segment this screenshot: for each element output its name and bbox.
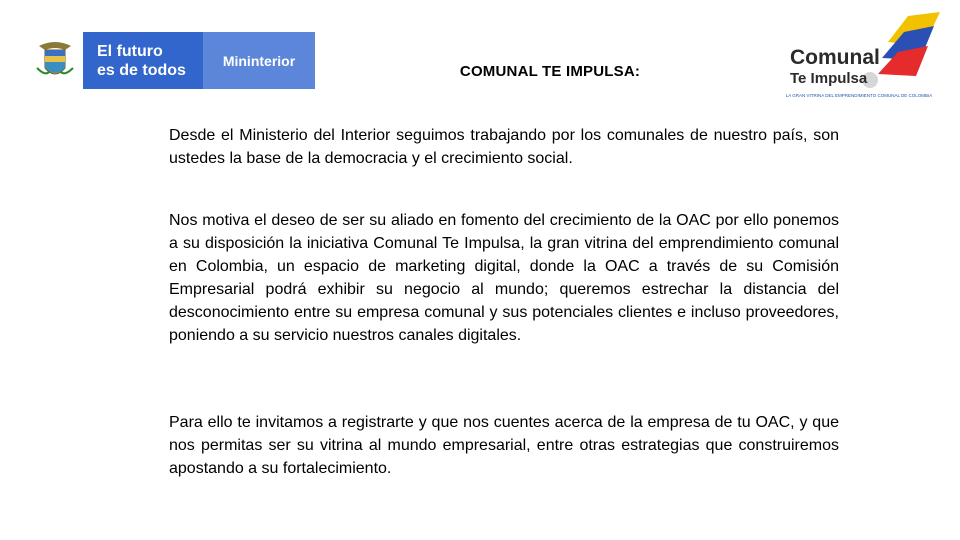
paragraph-invitation: Para ello te invitamos a registrarte y que nos cuentes acerca de la empresa de tu OAC, y que nos permitas ser su vitrina al mundo empresarial, entre otras estrategias que construiremos apostando a su fortalecimiento. [169,414,839,477]
paragraph-intro: Desde el Ministerio del Interior seguimos trabajando por los comunales de nuestro país, son ustedes la base de la democracia y el crecimiento social. [169,127,839,167]
government-slogan [83,32,203,89]
paragraph-initiative: Nos motiva el deseo de ser su aliado en fomento del crecimiento de la OAC por ello ponemos a su disposición la iniciativa Comunal Te Impulsa, la gran vitrina del emprendimiento comunal en Colombia, un espacio de marketing digital, donde la OAC a través de su Comisión Empresarial podrá exhibir su negocio al mundo; queremos estrechar la distancia del desconocimiento entre su empresa comunal y sus potenciales clientes e incluso proveedores, poniendo a su servicio nuestros canales digitales. [169,212,839,344]
logo-word-te-impulsa: Te Impulsa [790,70,868,87]
logo-tagline: LA GRAN VITRINA DEL EMPRENDIMIENTO COMUNAL DE COLOMBIA [785,93,933,98]
slogan-line-1: El futuro [97,42,163,60]
government-banner [27,32,315,89]
ministry-label: Mininterior [203,32,315,89]
comunal-te-impulsa-logo [780,12,940,108]
coat-of-arms-icon [27,32,83,89]
logo-word-comunal: Comunal [790,46,880,69]
slogan-line-2: es de todos [97,61,186,79]
page-title: COMUNAL TE IMPULSA: [459,63,641,80]
